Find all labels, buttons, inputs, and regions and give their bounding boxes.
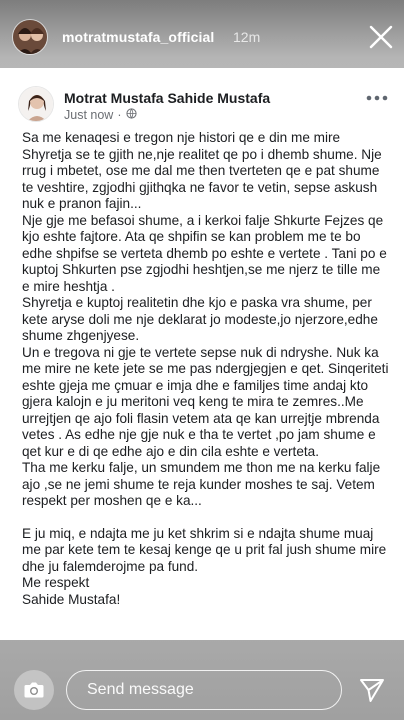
direct-share-icon[interactable] [358, 676, 386, 704]
post-signoff: Me respekt [22, 575, 90, 590]
meta-separator: · [117, 108, 122, 122]
post-author-name: Motrat Mustafa Sahide Mustafa [64, 90, 271, 106]
post-paragraph: Sa me kenaqesi e tregon nje histori qe e din me mire Shyretja se te gjith ne,nje realitet qe po i dhemb shume. Nje rrug i mbetet, ose me dal me then tverteten qe e pat shume te veshtire, zgjodhi gjithqka ne favor te vetin, sepse askush nuk e pranon fajin... [22, 130, 382, 211]
post-paragraph: Tha me kerku falje, un smundem me thon me na kerku falje ajo ,se ne jemi shume te reja kunder moshes te saj. Vetem respekt per moshen qe e ka... [22, 460, 381, 508]
post-paragraph: Un e tregova ni gje te vertete sepse nuk di ndryshe. Nuk ka me mire ne kete jete se me pas ndergjegjen e qet. Sinqeriteti eshte gjeja me çmuar e imja dhe e familjes time andaj kto gjera kalojn e ju meritoni veq keng te mira te zemres..Me urrejtjen qe ajo foli flasin vetem ata qe kan urrejtje mbrenda vetes . As edhe nje gje nuk e tha te vertet ,po jam shume e qet kur e di qe edhe ajo e din cila eshte e verteta. [22, 344, 389, 459]
post-paragraph: Shyretja e kuptoj realitetin dhe kjo e paska vra shume, per kete aryse doli me nje deklarat jo modeste,jo njerzore,edhe shume zhgenjyese. [22, 295, 378, 343]
post-time: Just now [64, 108, 114, 122]
more-icon[interactable] [366, 90, 388, 100]
account-avatar[interactable] [12, 19, 48, 55]
post-text [22, 130, 390, 608]
account-username[interactable]: motratmustafa_official [62, 29, 215, 45]
story-header [0, 0, 404, 70]
post-paragraph: E ju miq, e ndajta me ju ket shkrim si e ndajta shume muaj me par kete tem te kesaj kenge qe u prit fal jush shume mire dhe ju falemderojme pa fund. [22, 525, 387, 574]
close-icon[interactable] [368, 24, 394, 50]
story-time-ago: 12m [233, 29, 261, 45]
post-meta [64, 108, 137, 122]
camera-icon[interactable] [14, 670, 54, 710]
post-signature: Sahide Mustafa! [22, 591, 121, 607]
story-reply-bar [0, 640, 404, 720]
globe-icon [126, 108, 137, 122]
post-paragraph: Nje gje me befasoi shume, a i kerkoi falje Shkurte Fejzes qe kjo eshte fajtore. Ata qe shpifin se kan problem me te bo edhe shpifse se verteta dhemb po eshte e vertete . Tani po e kuptoj Shkurten pse zgjodhi heshtjen,se me njerz te tille me e mire heshtja . [22, 212, 387, 294]
post-author-avatar [18, 86, 54, 122]
shared-post-card[interactable] [0, 68, 404, 640]
send-message-input[interactable] [66, 670, 342, 710]
